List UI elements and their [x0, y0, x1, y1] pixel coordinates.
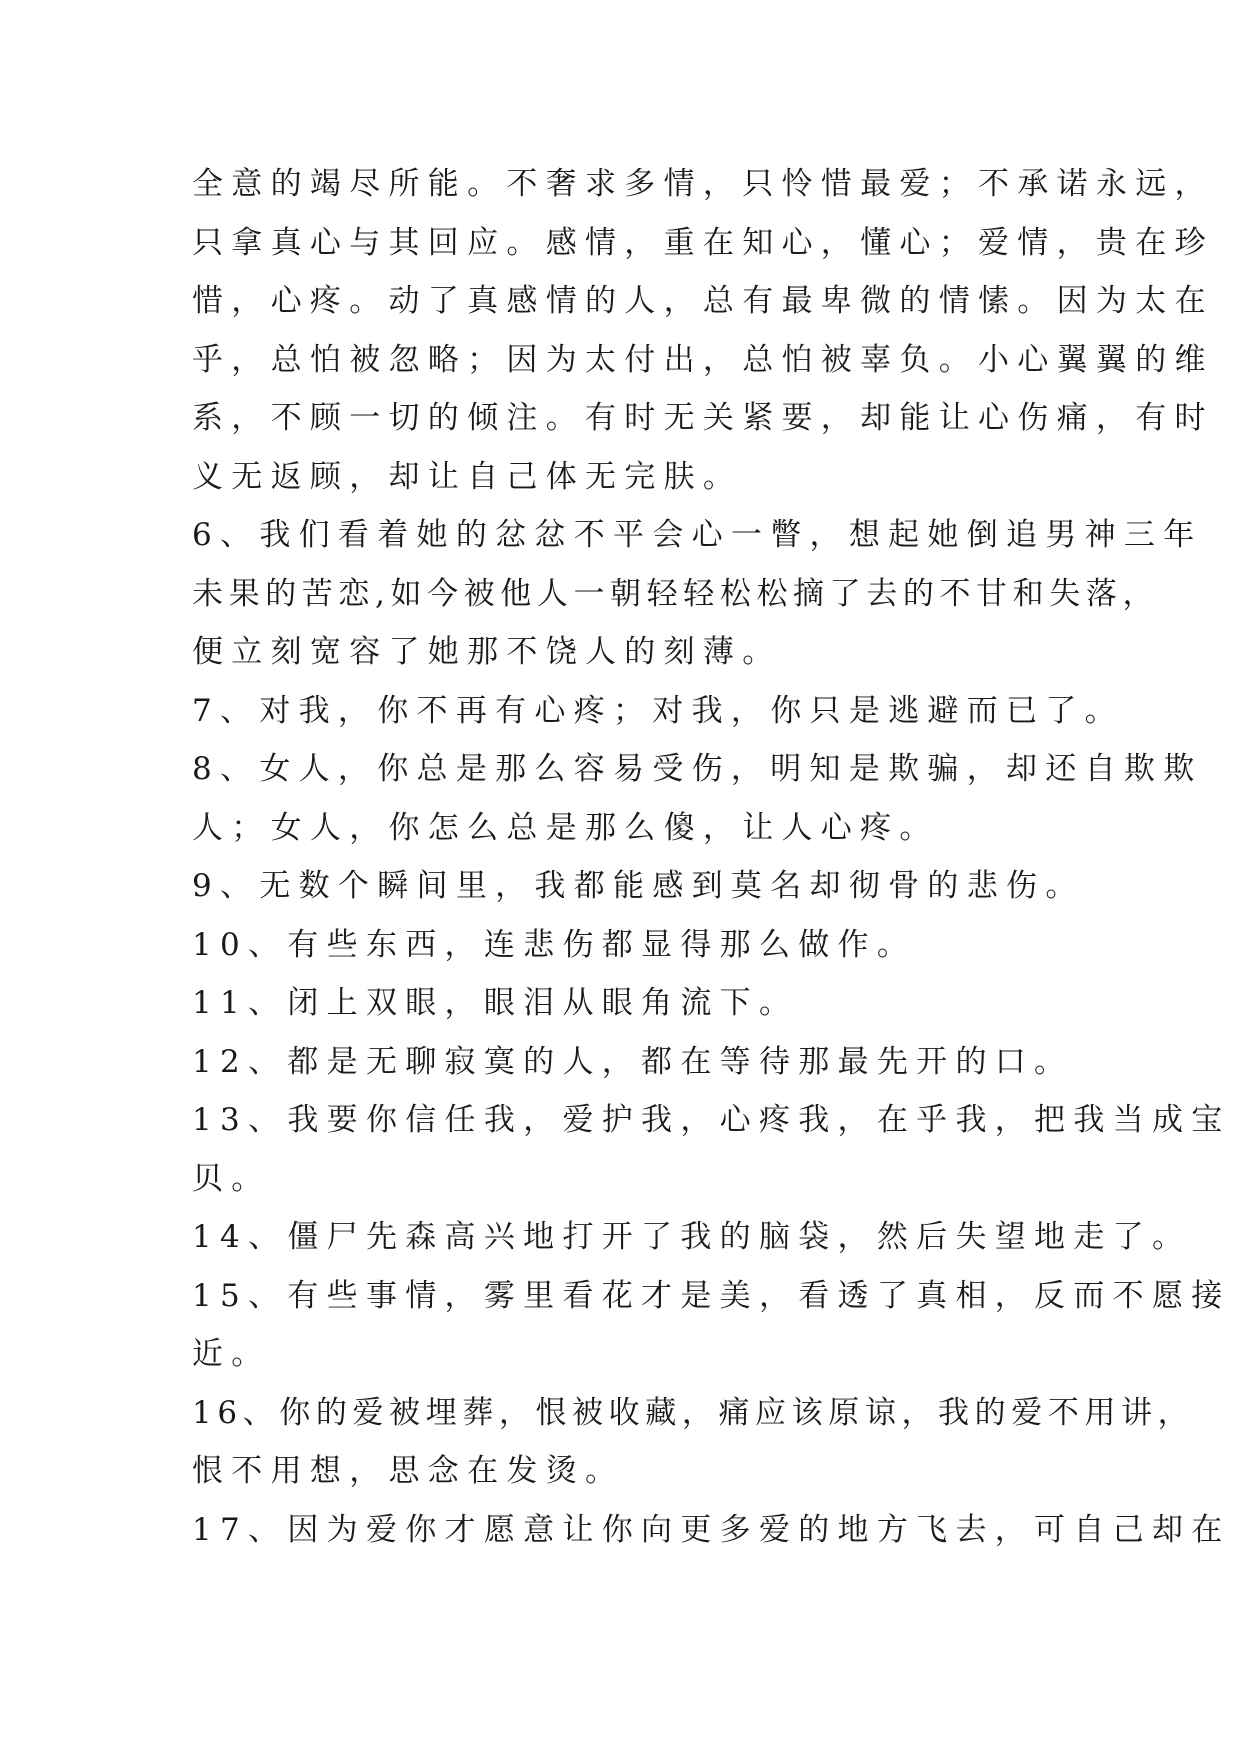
text-line: 人；女人，你怎么总是那么傻，让人心疼。: [192, 809, 939, 846]
list-item-14: 14、僵尸先森高兴地打开了我的脑袋，然后失望地走了。: [192, 1219, 1192, 1255]
text-line: 乎，总怕被忽略；因为太付出，总怕被辜负。小心翼翼的维: [192, 341, 1214, 378]
list-item-17: 17、因为爱你才愿意让你向更多爱的地方飞去，可自己却在: [192, 1511, 1231, 1548]
list-item-8: 8、女人，你总是那么容易受伤，明知是欺骗，却还自欺欺: [192, 751, 1203, 787]
list-item-16: 16、你的爱被埋葬，恨被收藏，痛应该原谅，我的爱不用讲，: [192, 1394, 1195, 1431]
list-item-7: 7、对我，你不再有心疼；对我，你只是逃避而已了。: [192, 692, 1124, 729]
text-line: 贝。: [192, 1160, 271, 1197]
list-item-6: 6、我们看着她的忿忿不平会心一瞥，想起她倒追男神三年: [192, 517, 1203, 553]
text-line: 义无返顾，却让自己体无完肤。: [192, 458, 743, 495]
list-item-12: 12、都是无聊寂寞的人，都在等待那最先开的口。: [192, 1043, 1074, 1080]
list-item-13: 13、我要你信任我，爱护我，心疼我，在乎我，把我当成宝: [192, 1102, 1231, 1138]
text-line: 未果的苦恋,如今被他人一朝轻轻松松摘了去的不甘和失落，: [192, 575, 1160, 612]
text-line: 系，不顾一切的倾注。有时无关紧要，却能让心伤痛，有时: [192, 400, 1214, 436]
list-item-15: 15、有些事情，雾里看花才是美，看透了真相，反而不愿接: [192, 1277, 1231, 1314]
text-line: 恨不用想，思念在发烫。: [192, 1453, 625, 1489]
text-line: 近。: [192, 1336, 271, 1372]
document-body: [192, 155, 1231, 1559]
text-line: 便立刻宽容了她那不饶人的刻薄。: [192, 634, 782, 670]
list-item-10: 10、有些东西，连悲伤都显得那么做作。: [192, 926, 917, 963]
list-item-11: 11、闭上双眼，眼泪从眼角流下。: [192, 985, 799, 1021]
text-line: 全意的竭尽所能。不奢求多情，只怜惜最爱；不承诺永远，: [192, 166, 1214, 202]
text-line: 惜，心疼。动了真感情的人，总有最卑微的情愫。因为太在: [192, 283, 1214, 319]
list-item-9: 9、无数个瞬间里，我都能感到莫名却彻骨的悲伤。: [192, 868, 1085, 904]
text-line: 只拿真心与其回应。感情，重在知心，懂心；爱情，贵在珍: [192, 224, 1214, 261]
